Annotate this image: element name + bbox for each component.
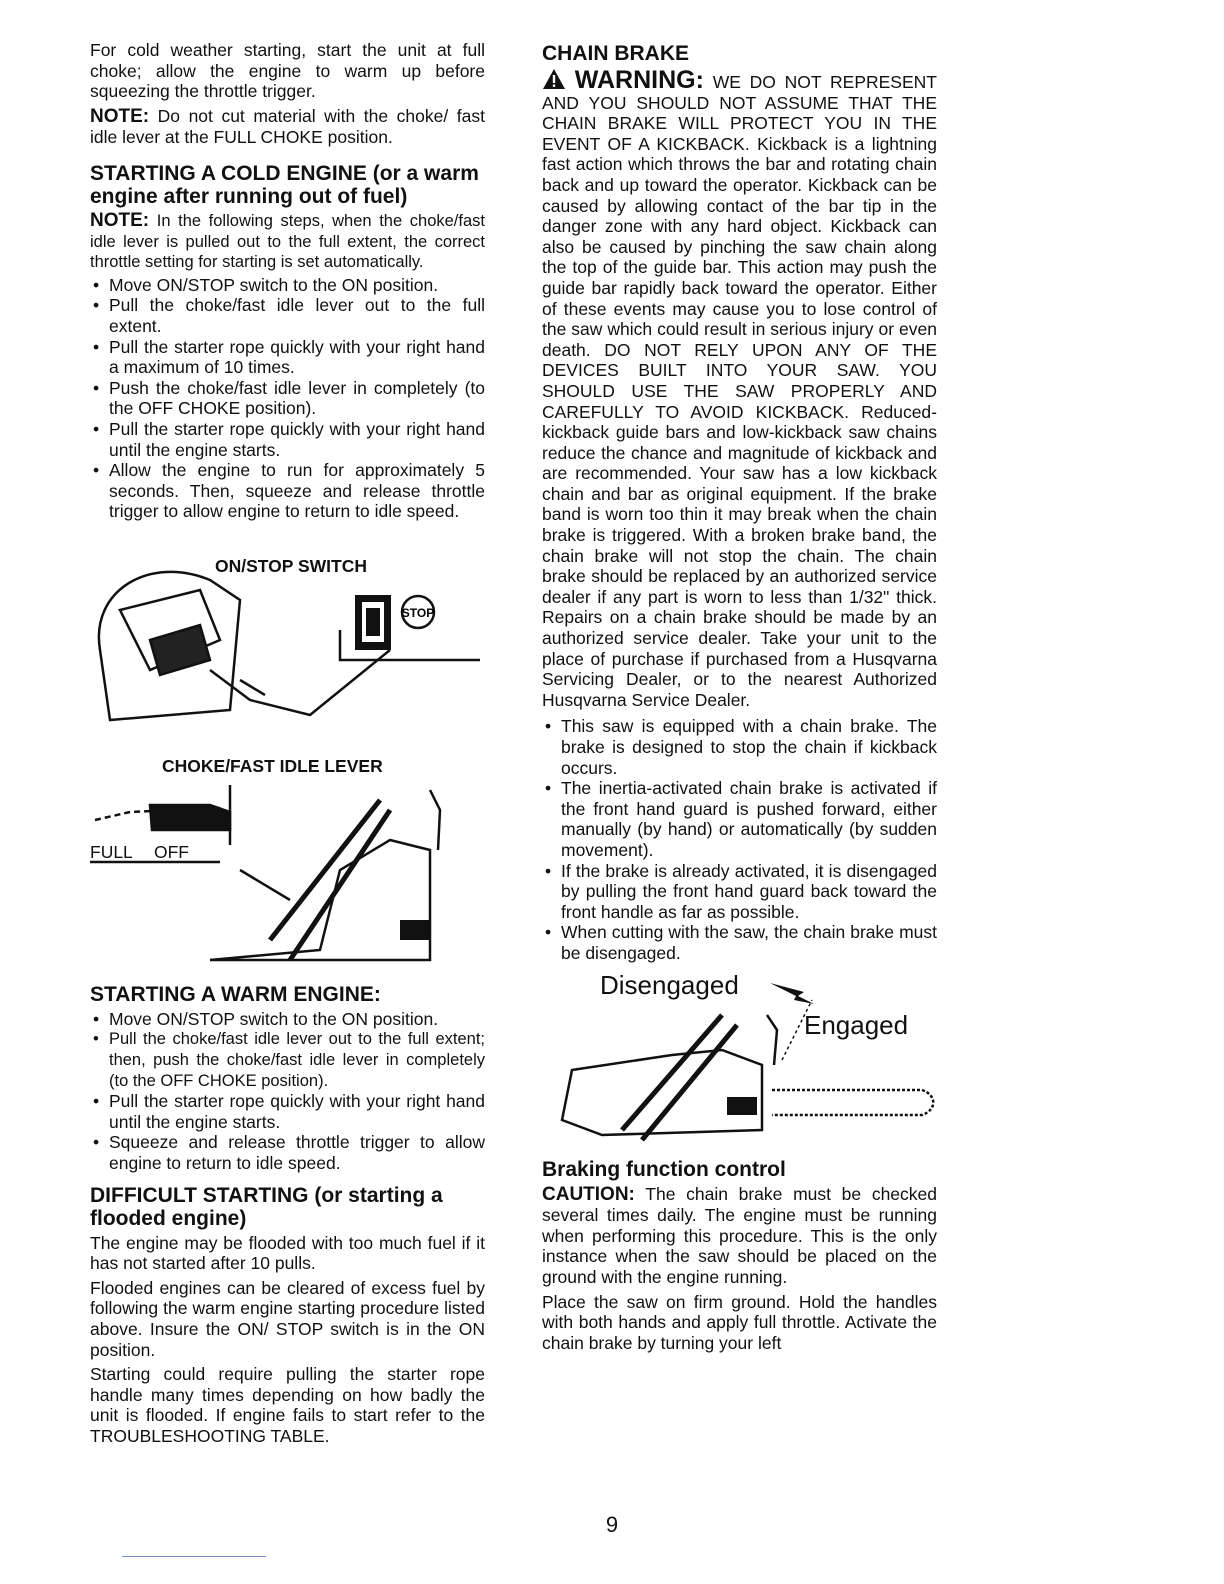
chain-brake-band-icon [727,1097,757,1115]
caution-label: CAUTION: [542,1183,635,1205]
note-choke [90,106,485,148]
list-item: • This saw is equipped with a chain brake. The brake is designed to stop the chain if kickback occurs. [542,716,937,778]
chainsaw-choke-illustration [90,750,485,965]
difficult-starting-heading: DIFFICULT STARTING (or starting a flooded engine) [90,1183,443,1230]
list-item: • The inertia-activated chain brake is activated if the front hand guard is pushed forward, either manually (by hand) or automatically (by sudden movement). [542,778,937,860]
warning-label: WARNING: [574,66,704,94]
page-number: 9 [605,1512,619,1537]
difficult-paragraph-1: The engine may be flooded with too much fuel if it has not started after 10 pulls. [90,1232,485,1274]
list-item: • Pull the starter rope quickly with your right hand until the engine starts. [90,1091,485,1132]
choke-lever-label: CHOKE/FAST IDLE LEVER [162,755,383,776]
off-position-label: OFF [154,841,189,862]
cold-steps-list [90,275,485,522]
double-arrow-icon [770,983,814,1004]
list-item: • Allow the engine to run for approximately 5 seconds. Then, squeeze and release throttle trigger to allow engine to return to idle speed. [90,460,485,522]
on-stop-switch-label: ON/STOP SWITCH [215,555,368,576]
note-label: NOTE: [90,105,150,127]
final-paragraph: Place the saw on firm ground. Hold the handles with both hands and apply full throttle. Activate the chain brake by turning your left [542,1291,937,1353]
caution-paragraph [542,1184,937,1288]
disengaged-label: Disengaged [600,969,739,1000]
list-item: • Move ON/STOP switch to the ON position. [90,1009,485,1030]
note-text: In the following steps, when the choke/fast idle lever is pulled out to the full extent, the correct throttle setting for starting is set automatically. [90,211,485,272]
on-stop-switch-figure [90,550,485,730]
braking-function-heading: Braking function control [542,1157,786,1181]
difficult-paragraph-2: Flooded engines can be cleared of excess fuel by following the warm engine starting procedure listed above. Insure the ON/ STOP switch is in the ON position. [90,1277,485,1360]
warning-block [542,68,937,710]
right-column [542,40,937,1355]
list-item: • Pull the choke/fast idle lever out to the full extent; then, push the choke/fast idle lever in completely (to the OFF CHOKE position). [90,1029,485,1091]
chain-brake-figure [542,970,937,1150]
note-label: NOTE: [90,209,150,231]
chainsaw-switch-illustration [90,550,485,730]
full-position-label: FULL [90,841,133,862]
warning-icon [542,68,566,90]
chain-brake-heading: CHAIN BRAKE [542,42,689,65]
choke-lever-figure [90,750,485,965]
warm-steps-list [90,1009,485,1174]
caution-text: The chain brake must be checked several times daily. The engine must be running when performing this procedure. This is the only instance when the saw should be placed on the ground with the engine running. [542,1183,937,1287]
list-item: • Pull the starter rope quickly with your right hand until the engine starts. [90,419,485,460]
footer-rule [122,1556,266,1557]
list-item: • Push the choke/fast idle lever in completely (to the OFF CHOKE position). [90,378,485,419]
note-steps [90,211,485,273]
engaged-label: Engaged [804,1009,909,1040]
cold-engine-heading: STARTING A COLD ENGINE (or a warm engine after running out of fuel) [90,161,479,208]
list-item: • Move ON/STOP switch to the ON position. [90,275,485,296]
note-text: Do not cut material with the choke/ fast idle lever at the FULL CHOKE position. [90,105,485,148]
warning-text: WE DO NOT REPRESENT AND YOU SHOULD NOT ASSUME THAT THE CHAIN BRAKE WILL PROTECT YOU IN THE EVENT OF A KICKBACK. Kickback is a lightning fast action which throws the bar and rotating chain back and up toward the operator. Kickback can be caused by allowing contact of the bar tip in the danger zone with any hard object. Kickback can also be caused by pinching the saw chain along the top of the guide bar. This action may push the guide bar rapidly back toward the operator. Either of these events may cause you to lose control of the saw which could result in serious injury or even death. DO NOT RELY UPON ANY OF THE DEVICES BUILT INTO YOUR SAW. YOU SHOULD USE THE SAW PROPERLY AND CAREFULLY TO AVOID KICKBACK. Reduced-kickback guide bars and low-kickback saw chains reduce the chance and magnitude of kickback and are recommended. Your saw has a low kickback chain and bar as original equipment. If the brake band is worn too thin it may break when the chain brake is triggered. With a broken brake band, the chain brake will not stop the chain. The chain brake should be replaced by an authorized service dealer if any part is worn to less than 1/32" thick. Repairs on a chain brake should be made by an authorized service dealer. Take your unit to the place of purchase if purchased from a Husqvarna Servicing Dealer, or to the nearest Authorized Husqvarna Service Dealer. [542,72,937,710]
list-item: • Pull the choke/fast idle lever out to the full extent. [90,295,485,336]
intro-paragraph: For cold weather starting, start the unit at full choke; allow the engine to warm up before squeezing the throttle trigger. [90,40,485,102]
list-item: • If the brake is already activated, it is disengaged by pulling the front hand guard back toward the front handle as far as possible. [542,861,937,923]
brake-points-list [542,716,937,963]
left-column [90,40,485,1449]
list-item: • Squeeze and release throttle trigger to allow engine to return to idle speed. [90,1132,485,1173]
svg-text:STOP: STOP [401,605,435,620]
difficult-paragraph-3: Starting could require pulling the starter rope handle many times depending on how badly the unit is flooded. If engine fails to start refer to the TROUBLESHOOTING TABLE. [90,1364,485,1446]
warm-engine-heading: STARTING A WARM ENGINE: [90,982,381,1006]
list-item: • When cutting with the saw, the chain brake must be disengaged. [542,922,937,963]
list-item: • Pull the starter rope quickly with your right hand a maximum of 10 times. [90,337,485,378]
